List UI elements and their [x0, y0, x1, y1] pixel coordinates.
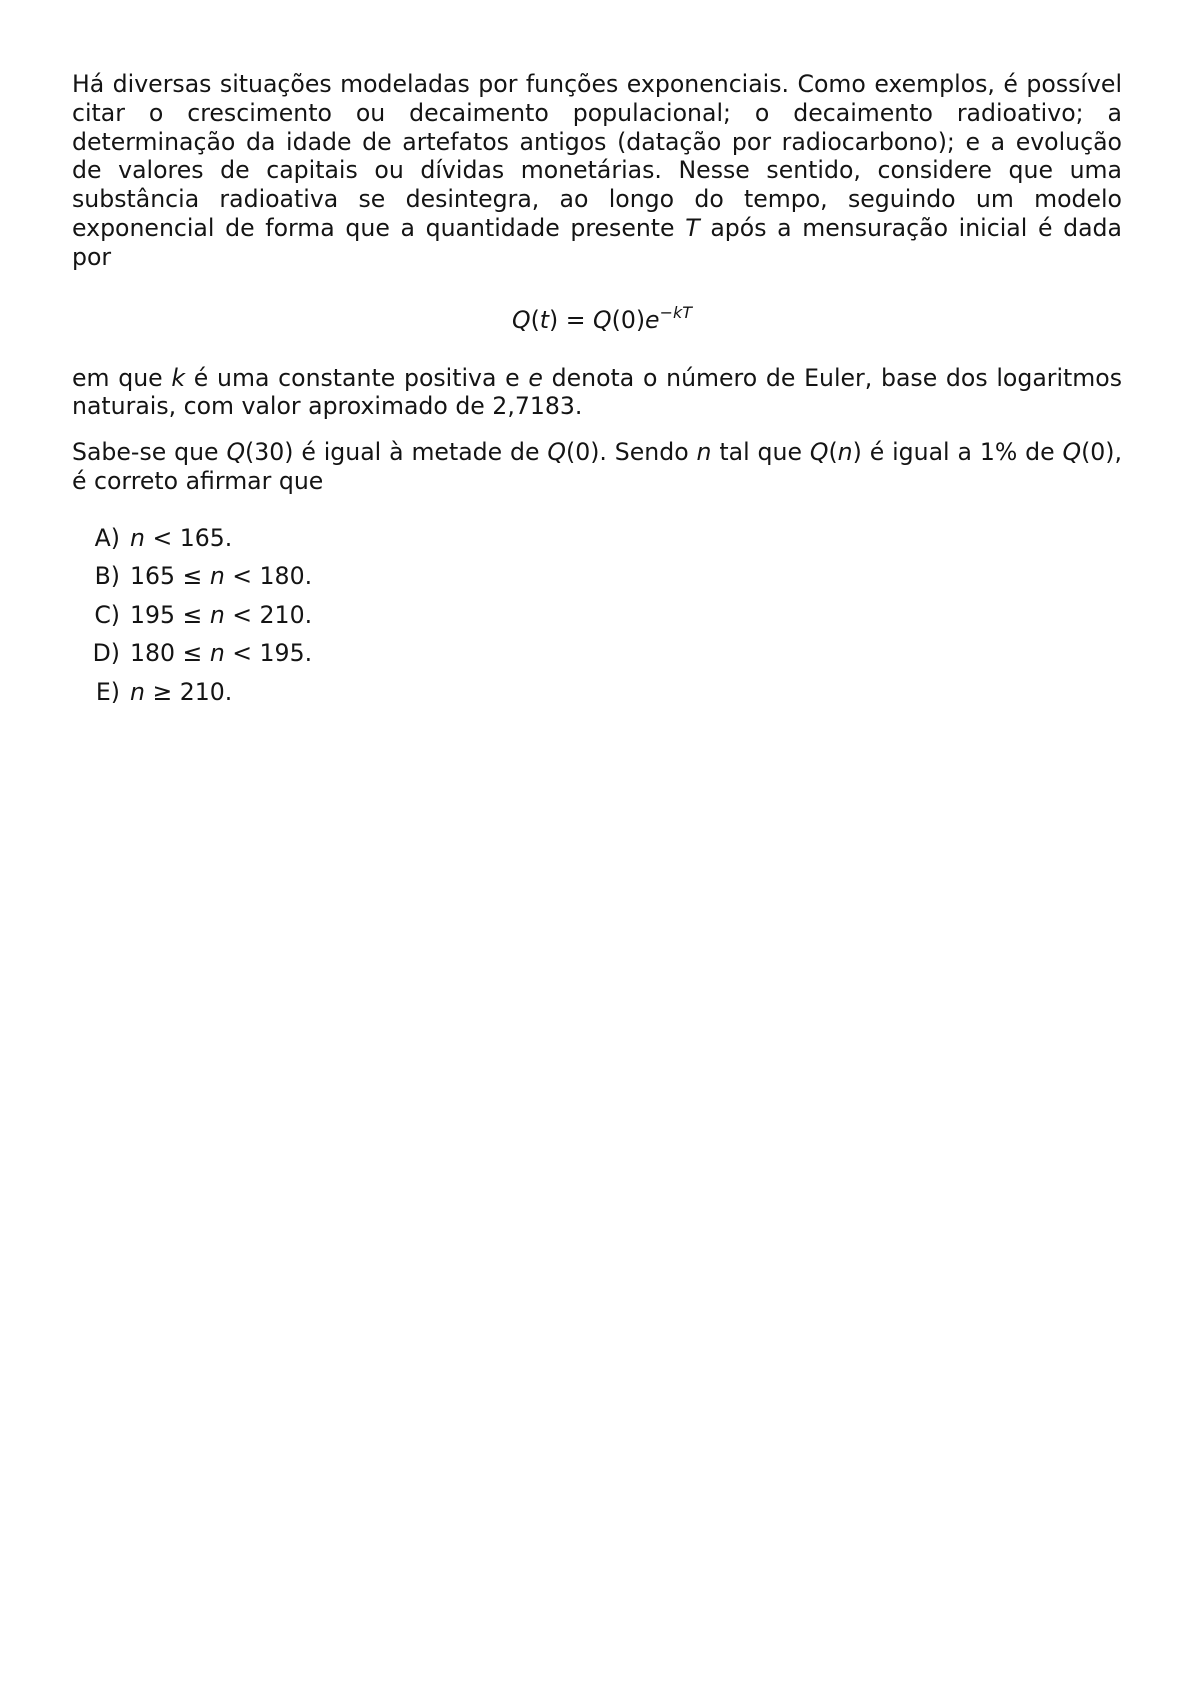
question-paragraph: Sabe-se que Q(30) é igual à metade de Q(0). Sendo n tal que Q(n) é igual a 1% de Q(0), é correto afirmar que — [72, 438, 1122, 495]
option-letter: E) — [95, 677, 120, 706]
option-c[interactable] — [72, 601, 1122, 640]
option-e[interactable] — [72, 678, 1122, 717]
option-text: n < 165. — [130, 523, 233, 552]
euler-paragraph: em que k é uma constante positiva e e denota o número de Euler, base dos logaritmos naturais, com valor aproximado de 2,7183. — [72, 363, 1122, 421]
intro-paragraph: Há diversas situações modeladas por funções exponenciais. Como exemplos, é possível citar o crescimento ou decaimento populacional; o decaimento radioativo; a determinação da idade de artefatos antigos (datação por radiocarbono); e a evolução de valores de capitais ou dívidas monetárias. Nesse sentido, considere que uma substância radioativa se desintegra, ao longo do tempo, seguindo um modelo exponencial de forma que a quantidade presente T após a mensuração inicial é dada por — [72, 70, 1122, 271]
option-letter: A) — [94, 523, 120, 552]
question-document — [72, 70, 1122, 716]
decay-formula: $Q(t) = Q(0)e^{-kT}$ — [511, 302, 693, 334]
option-letter: D) — [92, 639, 120, 668]
formula-exponent: −kT — [659, 302, 693, 322]
option-b[interactable] — [72, 562, 1122, 601]
option-letter: C) — [94, 600, 120, 629]
option-a[interactable] — [72, 524, 1122, 563]
variable-T: T — [685, 213, 700, 242]
answer-options — [72, 524, 1122, 717]
option-text: 180 ≤ n < 195. — [130, 639, 313, 668]
option-d[interactable] — [72, 639, 1122, 678]
option-text: 165 ≤ n < 180. — [130, 562, 313, 591]
option-text: 195 ≤ n < 210. — [130, 600, 313, 629]
option-letter: B) — [94, 562, 120, 591]
option-text: n ≥ 210. — [130, 677, 233, 706]
